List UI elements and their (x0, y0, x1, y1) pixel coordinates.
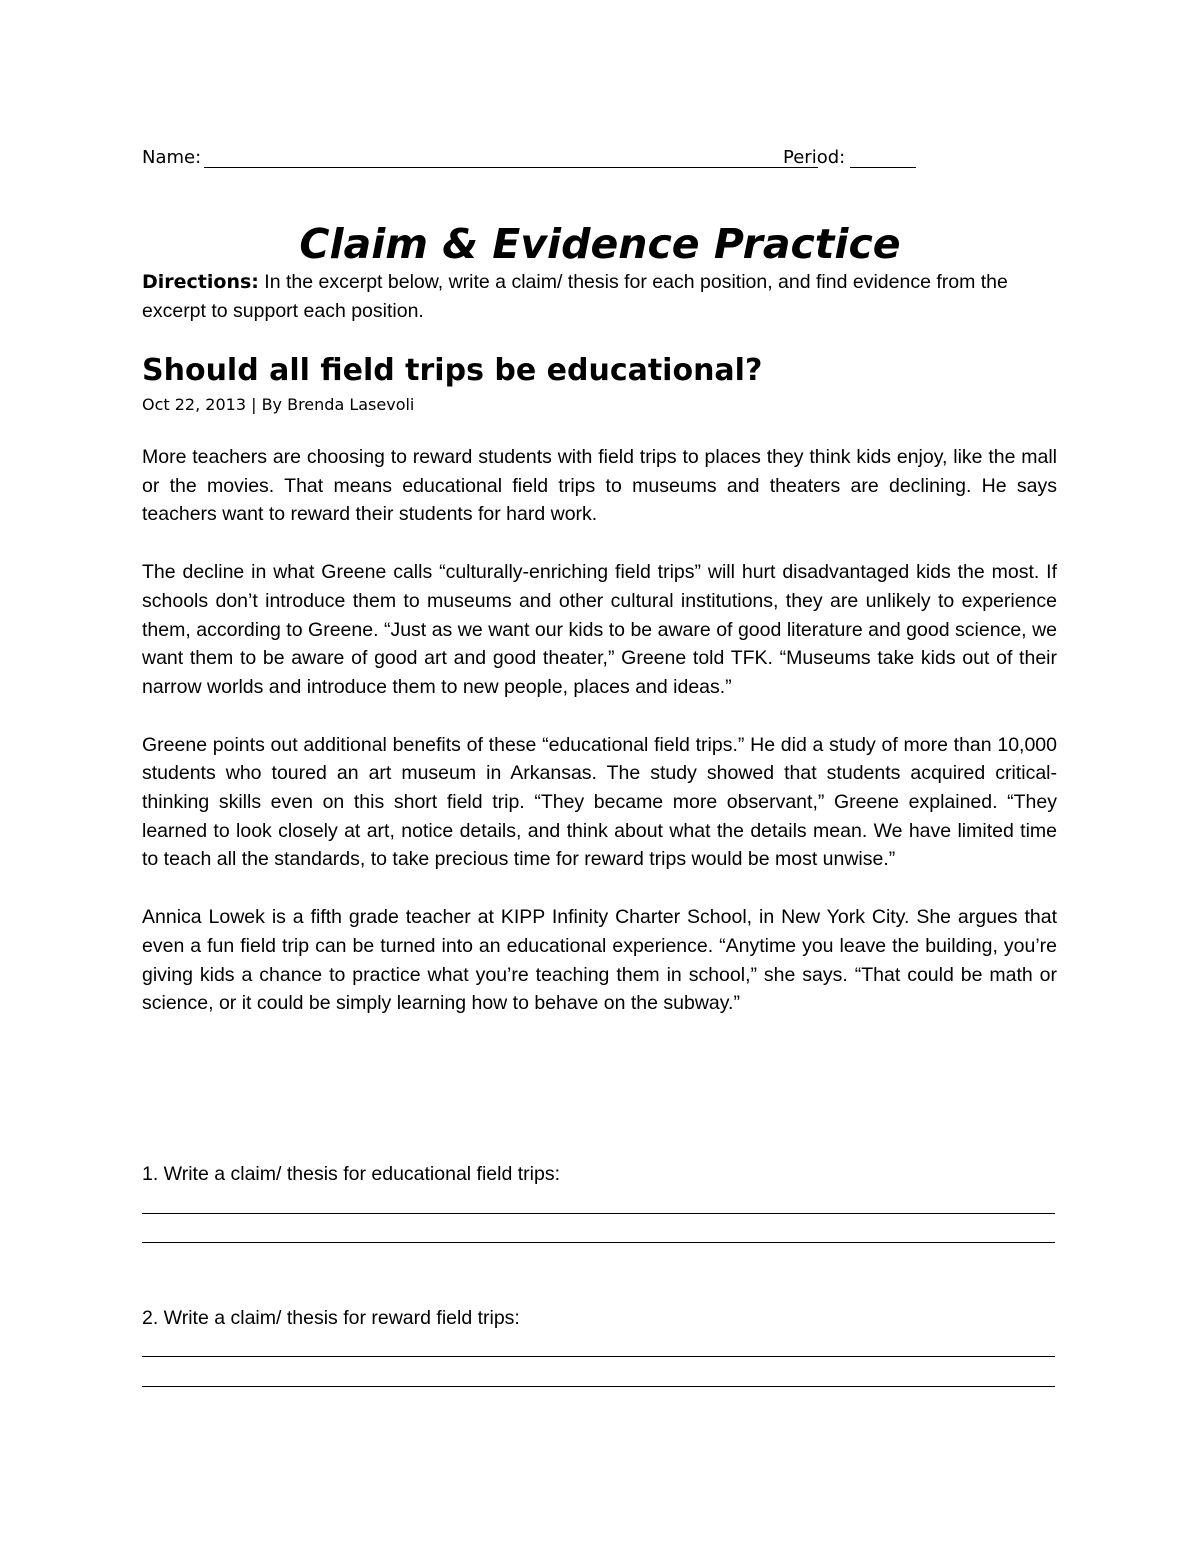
name-blank[interactable] (204, 167, 818, 168)
answer-line-q1-1[interactable] (142, 1213, 1055, 1214)
period-blank[interactable] (850, 167, 916, 168)
period-label: Period: (783, 147, 846, 168)
directions-label: Directions: (142, 271, 259, 293)
article-title: Should all field trips be educational? (142, 353, 763, 388)
directions-text: In the excerpt below, write a claim/ thesis for each position, and find evidence from the excerpt to support each position. (142, 271, 1008, 322)
worksheet-title: Claim & Evidence Practice (299, 220, 901, 268)
answer-line-q2-2[interactable] (142, 1386, 1055, 1387)
name-label: Name: (142, 147, 202, 168)
answer-line-q1-2[interactable] (142, 1242, 1055, 1243)
question-1: 1. Write a claim/ thesis for educational field trips: (142, 1163, 560, 1185)
student-header (142, 143, 1057, 173)
answer-line-q2-1[interactable] (142, 1356, 1055, 1357)
article-paragraph: Annica Lowek is a fifth grade teacher at KIPP Infinity Charter School, in New York City. She argues that even a fun field trip can be turned into an educational experience. “Anytime you leave the building, you’re giving kids a chance to practice what you’re teaching them in school,” she says. “That could be math or science, or it could be simply learning how to behave on the subway.” (142, 906, 1057, 1015)
directions (142, 268, 1057, 326)
article-paragraph: More teachers are choosing to reward students with field trips to places they think kids enjoy, like the mall or the movies. That means educational field trips to museums and theaters are declining. He says teachers want to reward their students for hard work. (142, 446, 1057, 526)
article-byline: Oct 22, 2013 | By Brenda Lasevoli (142, 395, 415, 414)
article-paragraph: The decline in what Greene calls “culturally-enriching field trips” will hurt disadvantaged kids the most. If schools don’t introduce them to museums and other cultural institutions, they are unlikely to experience them, according to Greene. “Just as we want our kids to be aware of good literature and good science, we want them to be aware of good art and good theater,” Greene told TFK. “Museums take kids out of their narrow worlds and introduce them to new people, places and ideas.” (142, 561, 1057, 698)
question-2: 2. Write a claim/ thesis for reward field trips: (142, 1307, 520, 1329)
article-body (142, 443, 1057, 1047)
article-paragraph: Greene points out additional benefits of these “educational field trips.” He did a study of more than 10,000 students who toured an art museum in Arkansas. The study showed that students acquired critical-thinking skills even on this short field trip. “They became more observant,” Greene explained. “They learned to look closely at art, notice details, and think about what the details mean. We have limited time to teach all the standards, to take precious time for reward trips would be most unwise.” (142, 733, 1057, 871)
